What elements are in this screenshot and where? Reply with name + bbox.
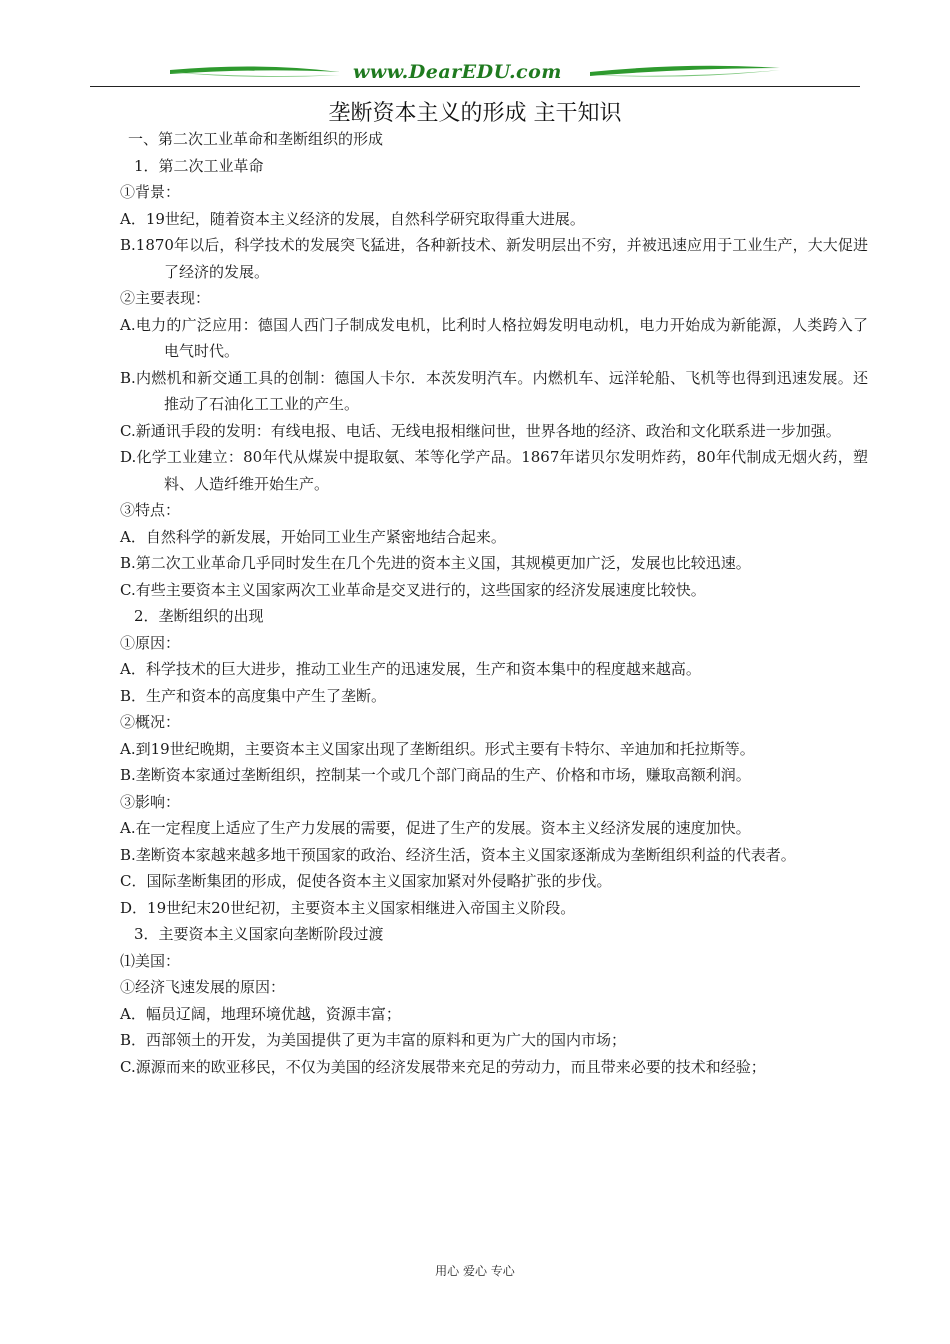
subsection-heading: 2．垄断组织的出现 bbox=[134, 607, 264, 625]
list-item: C.有些主要资本主义国家两次工业革命是交叉进行的，这些国家的经济发展速度比较快。 bbox=[120, 580, 706, 599]
site-logo[interactable]: www.DearEDU.com bbox=[353, 61, 562, 83]
topic-heading: ③影响： bbox=[120, 792, 181, 811]
list-item: A．19世纪，随着资本主义经济的发展，自然科学研究取得重大进展。 bbox=[120, 209, 585, 228]
topic-heading: ⑴美国： bbox=[120, 951, 181, 970]
list-item: B.1870年以后，科学技术的发展突飞猛进，各种新技术、新发明层出不穷，并被迅速应用于工业生产，大大促进了经济的发展。 bbox=[120, 236, 868, 281]
topic-heading: ①经济飞速发展的原因： bbox=[120, 978, 286, 996]
topic-heading: ③特点： bbox=[120, 501, 181, 519]
list-item: A．科学技术的巨大进步，推动工业生产的迅速发展，生产和资本集中的程度越来越高。 bbox=[120, 660, 701, 678]
subsection-heading: 1．第二次工业革命 bbox=[134, 156, 264, 175]
topic-heading: ①背景： bbox=[120, 183, 181, 201]
header-divider bbox=[90, 86, 860, 87]
list-item: A．自然科学的新发展，开始同工业生产紧密地结合起来。 bbox=[120, 527, 506, 546]
list-item: A.电力的广泛应用：德国人西门子制成发电机，比利时人格拉姆发明电动机，电力开始成为新能源，人类跨入了电气时代。 bbox=[120, 315, 868, 360]
section-heading: 一、第二次工业革命和垄断组织的形成 bbox=[128, 130, 384, 148]
list-item: B．生产和资本的高度集中产生了垄断。 bbox=[120, 686, 387, 705]
list-item: A.到19世纪晚期，主要资本主义国家出现了垄断组织。形式主要有卡特尔、辛迪加和托拉斯等。 bbox=[120, 739, 755, 758]
list-item: A.在一定程度上适应了生产力发展的需要，促进了生产的发展。资本主义经济发展的速度加快。 bbox=[120, 819, 751, 837]
topic-heading: ②主要表现： bbox=[120, 289, 211, 307]
list-item: A．幅员辽阔，地理环境优越，资源丰富； bbox=[120, 1004, 401, 1023]
site-header bbox=[90, 58, 860, 90]
topic-heading: ①原因： bbox=[120, 633, 181, 652]
list-item: C.源源而来的欧亚移民，不仅为美国的经济发展带来充足的劳动力，而且带来必要的技术和经验； bbox=[120, 1057, 766, 1076]
list-item: D.化学工业建立：80年代从煤炭中提取氨、苯等化学产品。1867年诺贝尔发明炸药，80年代制成无烟火药，塑料、人造纤维开始生产。 bbox=[120, 448, 868, 493]
subsection-heading: 3．主要资本主义国家向垄断阶段过渡 bbox=[134, 925, 384, 943]
list-item: C.新通讯手段的发明：有线电报、电话、无线电报相继问世，世界各地的经济、政治和文化联系进一步加强。 bbox=[120, 421, 841, 440]
list-item: B.垄断资本家越来越多地干预国家的政治、经济生活，资本主义国家逐渐成为垄断组织利益的代表者。 bbox=[120, 845, 796, 864]
list-item: C．国际垄断集团的形成，促使各资本主义国家加紧对外侵略扩张的步伐。 bbox=[120, 872, 612, 890]
document-body bbox=[120, 126, 868, 1080]
page-footer: 用心 爱心 专心 bbox=[435, 1264, 515, 1278]
list-item: B．西部领土的开发，为美国提供了更为丰富的原料和更为广大的国内市场； bbox=[120, 1031, 627, 1049]
list-item: D．19世纪末20世纪初，主要资本主义国家相继进入帝国主义阶段。 bbox=[120, 898, 576, 917]
list-item: B.内燃机和新交通工具的创制：德国人卡尔．本茨发明汽车。内燃机车、远洋轮船、飞机等也得到迅速发展。还推动了石油化工工业的产生。 bbox=[120, 368, 868, 413]
page-title: 垄断资本主义的形成 主干知识 bbox=[328, 101, 622, 126]
topic-heading: ②概况： bbox=[120, 713, 181, 731]
list-item: B.第二次工业革命几乎同时发生在几个先进的资本主义国，其规模更加广泛，发展也比较迅速。 bbox=[120, 554, 751, 572]
list-item: B.垄断资本家通过垄断组织，控制某一个或几个部门商品的生产、价格和市场，赚取高额利润。 bbox=[120, 766, 751, 784]
